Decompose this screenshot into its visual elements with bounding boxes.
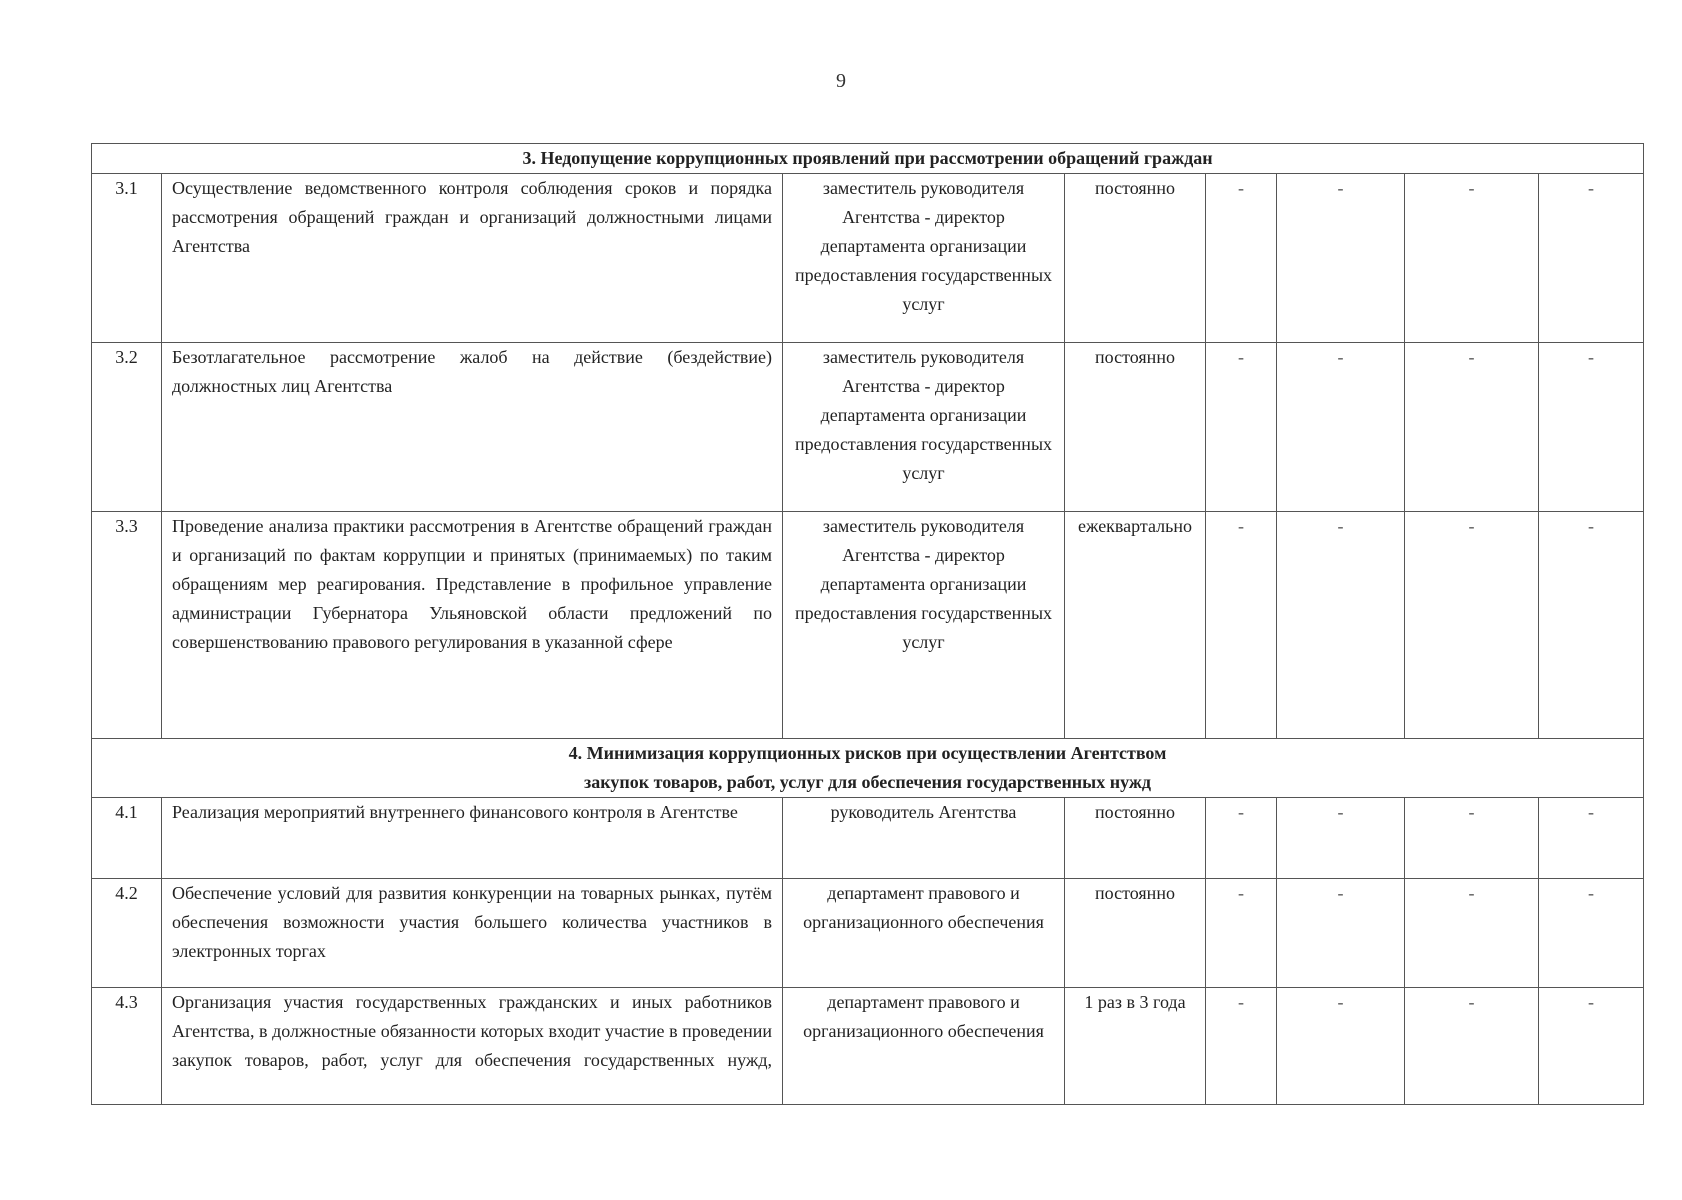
value-cell: -: [1206, 512, 1277, 739]
value-cell: -: [1277, 512, 1405, 739]
value-cell: -: [1277, 174, 1405, 343]
table-row: [92, 988, 1644, 1105]
row-number: 3.3: [92, 512, 162, 739]
table-row: [92, 174, 1644, 343]
value-cell: -: [1206, 798, 1277, 879]
table-row: [92, 343, 1644, 512]
table-row: [92, 512, 1644, 739]
section-title-line: 4. Минимизация коррупционных рисков при осуществлении Агентством: [568, 743, 1167, 763]
measure-description: Обеспечение условий для развития конкуренции на товарных рынках, путём обеспечения возможности участия большего количества участников в электронных торгах: [162, 879, 783, 988]
responsible-party: заместитель руководителя Агентства - директор департамента организации предоставления государственных услуг: [783, 343, 1065, 512]
row-number: 4.2: [92, 879, 162, 988]
row-number: 4.3: [92, 988, 162, 1105]
anti-corruption-plan-table: [91, 143, 1644, 1105]
row-number: 4.1: [92, 798, 162, 879]
value-cell: -: [1539, 512, 1644, 739]
section-title-line: 3. Недопущение коррупционных проявлений при рассмотрении обращений граждан: [522, 148, 1213, 168]
value-cell: -: [1405, 988, 1539, 1105]
value-cell: -: [1277, 879, 1405, 988]
deadline: постоянно: [1065, 343, 1206, 512]
value-cell: -: [1206, 343, 1277, 512]
table-row: [92, 798, 1644, 879]
section-title-line: закупок товаров, работ, услуг для обеспечения государственных нужд: [584, 772, 1152, 792]
measure-description: Осуществление ведомственного контроля соблюдения сроков и порядка рассмотрения обращений граждан и организаций должностными лицами Агентства: [162, 174, 783, 343]
measure-description: Безотлагательное рассмотрение жалоб на действие (бездействие) должностных лиц Агентства: [162, 343, 783, 512]
value-cell: -: [1539, 174, 1644, 343]
responsible-party: департамент правового и организационного обеспечения: [783, 879, 1065, 988]
value-cell: -: [1277, 343, 1405, 512]
row-number: 3.2: [92, 343, 162, 512]
responsible-party: департамент правового и организационного обеспечения: [783, 988, 1065, 1105]
section-title: [92, 144, 1644, 174]
measure-description: Проведение анализа практики рассмотрения в Агентстве обращений граждан и организаций по фактам коррупции и принятых (принимаемых) по таким обращениям мер реагирования. Представление в профильное управление администрации Губернатора Ульяновской области предложений по совершенствованию правового регулирования в указанной сфере: [162, 512, 783, 739]
value-cell: -: [1405, 798, 1539, 879]
section-title: [92, 739, 1644, 798]
value-cell: -: [1277, 798, 1405, 879]
value-cell: -: [1405, 512, 1539, 739]
deadline: постоянно: [1065, 798, 1206, 879]
deadline: ежеквартально: [1065, 512, 1206, 739]
value-cell: -: [1206, 879, 1277, 988]
responsible-party: заместитель руководителя Агентства - директор департамента организации предоставления государственных услуг: [783, 512, 1065, 739]
responsible-party: руководитель Агентства: [783, 798, 1065, 879]
page-number: 9: [836, 70, 846, 92]
value-cell: -: [1405, 879, 1539, 988]
section-header-row: [92, 144, 1644, 174]
responsible-party: заместитель руководителя Агентства - директор департамента организации предоставления государственных услуг: [783, 174, 1065, 343]
measure-description: Организация участия государственных гражданских и иных работников Агентства, в должностные обязанности которых входит участие в проведении закупок товаров, работ, услуг для обеспечения государственных нужд,: [162, 988, 783, 1105]
value-cell: -: [1277, 988, 1405, 1105]
value-cell: -: [1405, 174, 1539, 343]
value-cell: -: [1539, 988, 1644, 1105]
table-row: [92, 879, 1644, 988]
section-header-row: [92, 739, 1644, 798]
value-cell: -: [1405, 343, 1539, 512]
deadline: постоянно: [1065, 174, 1206, 343]
value-cell: -: [1539, 343, 1644, 512]
value-cell: -: [1539, 879, 1644, 988]
deadline: 1 раз в 3 года: [1065, 988, 1206, 1105]
value-cell: -: [1539, 798, 1644, 879]
measure-description: Реализация мероприятий внутреннего финансового контроля в Агентстве: [162, 798, 783, 879]
deadline: постоянно: [1065, 879, 1206, 988]
value-cell: -: [1206, 988, 1277, 1105]
row-number: 3.1: [92, 174, 162, 343]
value-cell: -: [1206, 174, 1277, 343]
